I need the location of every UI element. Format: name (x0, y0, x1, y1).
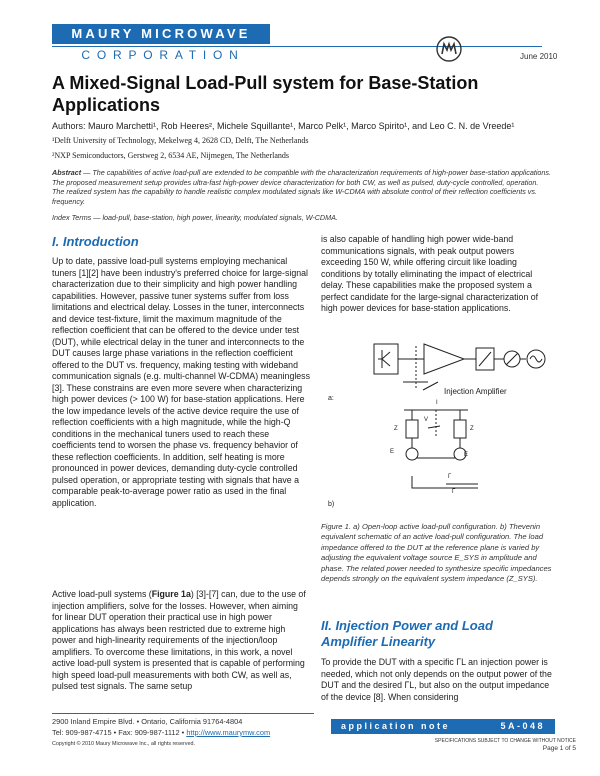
figure-label-b: b) (328, 501, 335, 508)
intro-paragraph-3: is also capable of handling high power wide-band communications signals, with peak output powers exceeding 150 W, while offering circuit like loading conditions by totally eliminating the impact of electrical delay. These capabilities make the proposed system a perfect candidate for the large-signal characterization of high power devices for base-station applications. (321, 234, 539, 313)
intro-paragraph-1: Up to date, passive load-pull systems employing mechanical tuners [1][2] have been industry's preferred choice for large-signal characterization due to their simplicity and high power handling capabilities. However, passive tuner systems suffer from loss limitations and electrical delay. Losses in the tuner, interconnects and device test-fixture, limit the maximum magnitude of the reflection coefficient that can be offered to the device under test (DUT), while electrical delay in the tuner and interconnects to the DUT causes large phase variations in the reflection coefficient offered to the DUT vs. frequency, making testing with wideband communication signals (e.g. multi-channel W-CDMA) meaningless [3]. These constrains are even more severe when characterizing high power devices (> 100 W) for base-station applications. Here the low impedance levels of the active device require the use of reflection coefficients with a high magnitude, while the high-Q conditions in the mechanical tuners used to reach these coefficients tend to worsen the phase vs. frequency behavior of these reflection coefficients. In addition, self heating is more pronounced in power devices, demanding duty-cycle controlled pulsed operation, or appropriate testing with signals that have a comparable peak-to-average power ratio as used in the final application. (52, 256, 310, 508)
document-title: A Mixed-Signal Load-Pull system for Base-Station Applications (52, 73, 479, 115)
footer-copyright: Copyright © 2010 Maury Microwave Inc., all rights reserved. (52, 741, 195, 747)
figure-label-a: a: (328, 395, 334, 402)
abstract (52, 168, 552, 206)
intro-paragraph-2 (52, 589, 310, 693)
index-terms: Index Terms — load-pull, base-station, high power, linearity, modulated signals, W-CDMA. (52, 213, 338, 222)
application-note-number: 5A-048 (500, 721, 545, 731)
injection-amplifier-label: Injection Amplifier (444, 387, 507, 396)
abstract-label: Abstract (52, 168, 82, 177)
footer-contact (52, 728, 270, 737)
svg-text:Γ: Γ (448, 474, 452, 480)
svg-text:E: E (390, 449, 395, 455)
svg-text:Γ: Γ (452, 489, 456, 495)
injection-amplifier-shape (424, 344, 464, 374)
svg-text:Z: Z (394, 426, 398, 432)
brand-bar: MAURY MICROWAVE (52, 24, 270, 44)
section-heading-injection-power: II. Injection Power and Load Amplifier Linearity (321, 618, 493, 649)
intro-p2-rest: ) [3]-[7] can, due to the use of injection amplifiers, solve for the losses. However, when aiming for linear DUT operation their practical use in high power applications has always been restricted due to extreme high power and high-linearity requirements of the injection/loop amplifiers. To overcome these limitations, in this work, a novel active load-pull system is presented that is capable of performing high speed load-pull measurements with both CW, as well as, pulsed test signals. The same setup (52, 589, 306, 691)
author-list: Authors: Mauro Marchetti¹, Rob Heeres², Michele Squillante¹, Marco Pelk¹, Marco Spirito¹, and Leo C. N. de Vreede¹ (52, 121, 515, 131)
affiliation-2: ²NXP Semiconductors, Gerstweg 2, 6534 AE, Nijmegen, The Netherlands (52, 151, 290, 160)
maury-logo-icon (436, 36, 462, 62)
brand-subtitle: CORPORATION (81, 48, 245, 62)
application-note-bar (331, 719, 555, 734)
figure-1a-reference: Figure 1a (151, 589, 191, 599)
svg-text:Z: Z (470, 426, 474, 432)
section-2-paragraph: To provide the DUT with a specific ΓL an injection power is needed, which not only depends on the output power of the DUT and the desired ΓL, but also on the output impedance of the device [8]. When considering (321, 657, 552, 702)
publication-date: June 2010 (520, 52, 558, 61)
page-number: Page 1 of 5 (542, 745, 576, 752)
affiliation-1: ¹Delft University of Technology, Mekelweg 4, 2628 CD, Delft, The Netherlands (52, 136, 309, 145)
svg-text:E: E (464, 452, 469, 458)
footer-website-link[interactable]: http://www.maurymw.com (186, 728, 271, 737)
section-heading-introduction: I. Introduction (52, 234, 139, 249)
figure-1-schematic (328, 338, 548, 514)
spec-notice: SPECIFICATIONS SUBJECT TO CHANGE WITHOUT NOTICE (434, 738, 576, 744)
brand-rule (52, 46, 542, 47)
dut-box (374, 344, 398, 374)
abstract-text: — The capabilities of active load-pull are extended to be compatible with the characterization requirements of high-power base-station applications. The proposed measurement setup provides ultra-fast high-power device characterization for both CW, as well as pulsed, duty-cycle controlled, operation. The realized system has the capability to handle realistic complex modulated signals like W-CDMA with absolute control of their reflection coefficients vs. frequency. (52, 168, 552, 206)
svg-text:I: I (436, 400, 438, 406)
footer-phone-fax: Tel: 909-987-4715 • Fax: 909-987-1112 • (52, 728, 187, 737)
svg-text:V: V (424, 417, 429, 423)
intro-p2-start: Active load-pull systems ( (52, 589, 152, 599)
figure-1-caption: Figure 1. a) Open-loop active load-pull configuration. b) Thevenin equivalent schematic of an active load-pull configuration. The load impedance offered to the DUT at the reference plane is varied by adjusting the equivalent voltage source E_SYS in amplitude and phase. The related power needed to synthesize specific impedances depends strongly on the equivalent system impedance (Z_SYS). (321, 522, 552, 584)
footer-rule (52, 713, 314, 714)
application-note-label: application note (341, 721, 451, 731)
footer-address: 2900 Inland Empire Blvd. • Ontario, California 91764-4804 (52, 717, 243, 726)
